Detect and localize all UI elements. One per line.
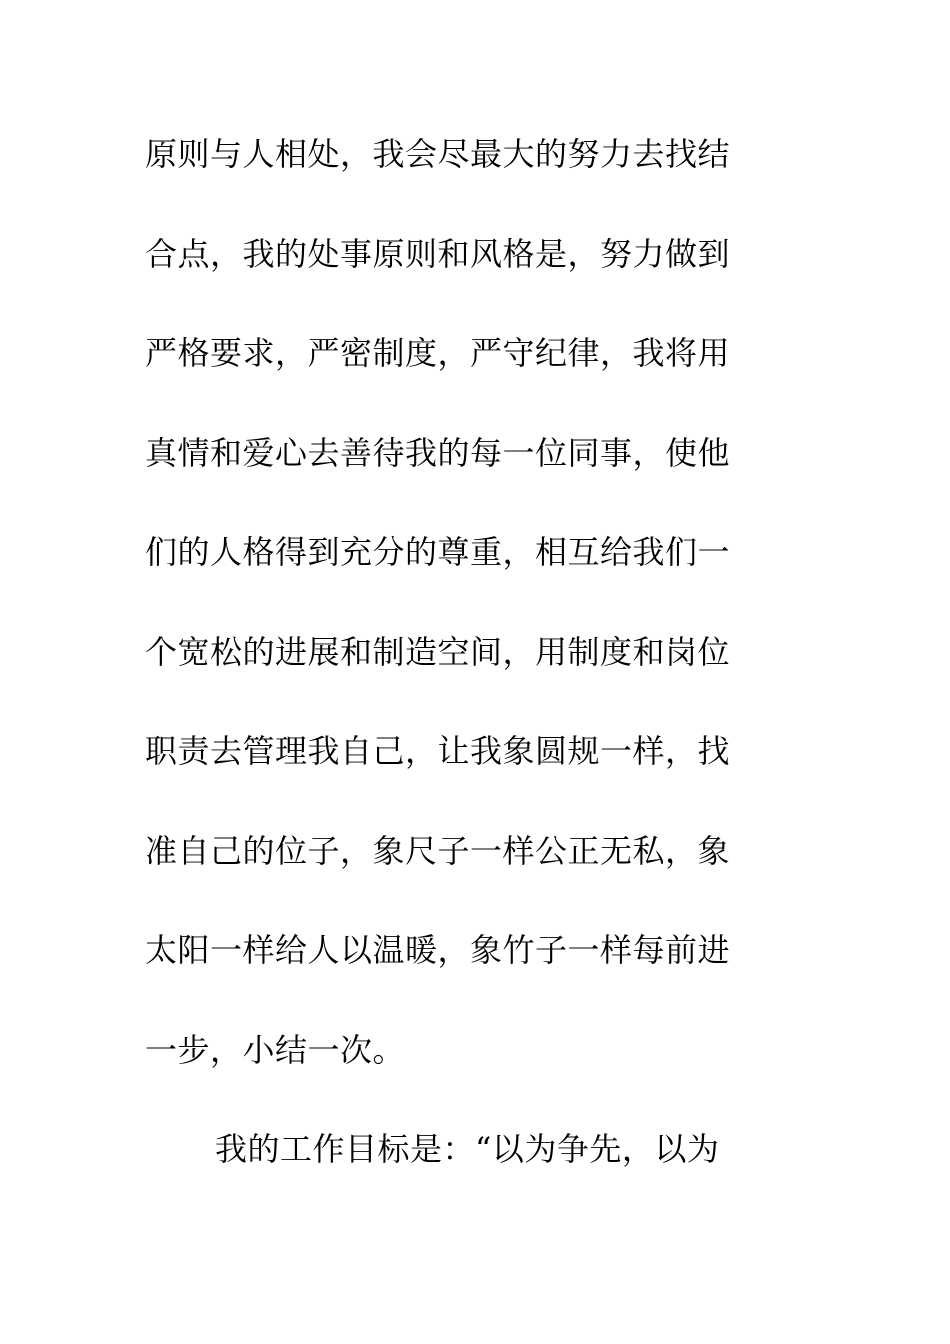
- text-line: 合点，我的处事原则和风格是，努力做到: [145, 234, 731, 273]
- text-line: 真情和爱心去善待我的每一位同事，使他: [145, 433, 731, 472]
- text-line: 个宽松的进展和制造空间，用制度和岗位: [145, 632, 731, 671]
- text-line: 职责去管理我自己，让我象圆规一样，找: [145, 732, 731, 770]
- text-line: 们的人格得到充分的尊重，相互给我们一: [145, 533, 731, 571]
- text-line: 原则与人相处，我会尽最大的努力去找结: [145, 135, 731, 173]
- text-line: 严格要求，严密制度，严守纪律，我将用: [145, 334, 731, 372]
- text-line: 太阳一样给人以温暖，象竹子一样每前进: [145, 931, 731, 969]
- paragraph-start-line: 我的工作目标是：“以为争先，以为: [215, 1130, 720, 1168]
- text-line: 准自己的位子，象尺子一样公正无私，象: [145, 831, 731, 870]
- body-text: [145, 126, 785, 1221]
- text-line: 一步，小结一次。: [145, 1030, 406, 1069]
